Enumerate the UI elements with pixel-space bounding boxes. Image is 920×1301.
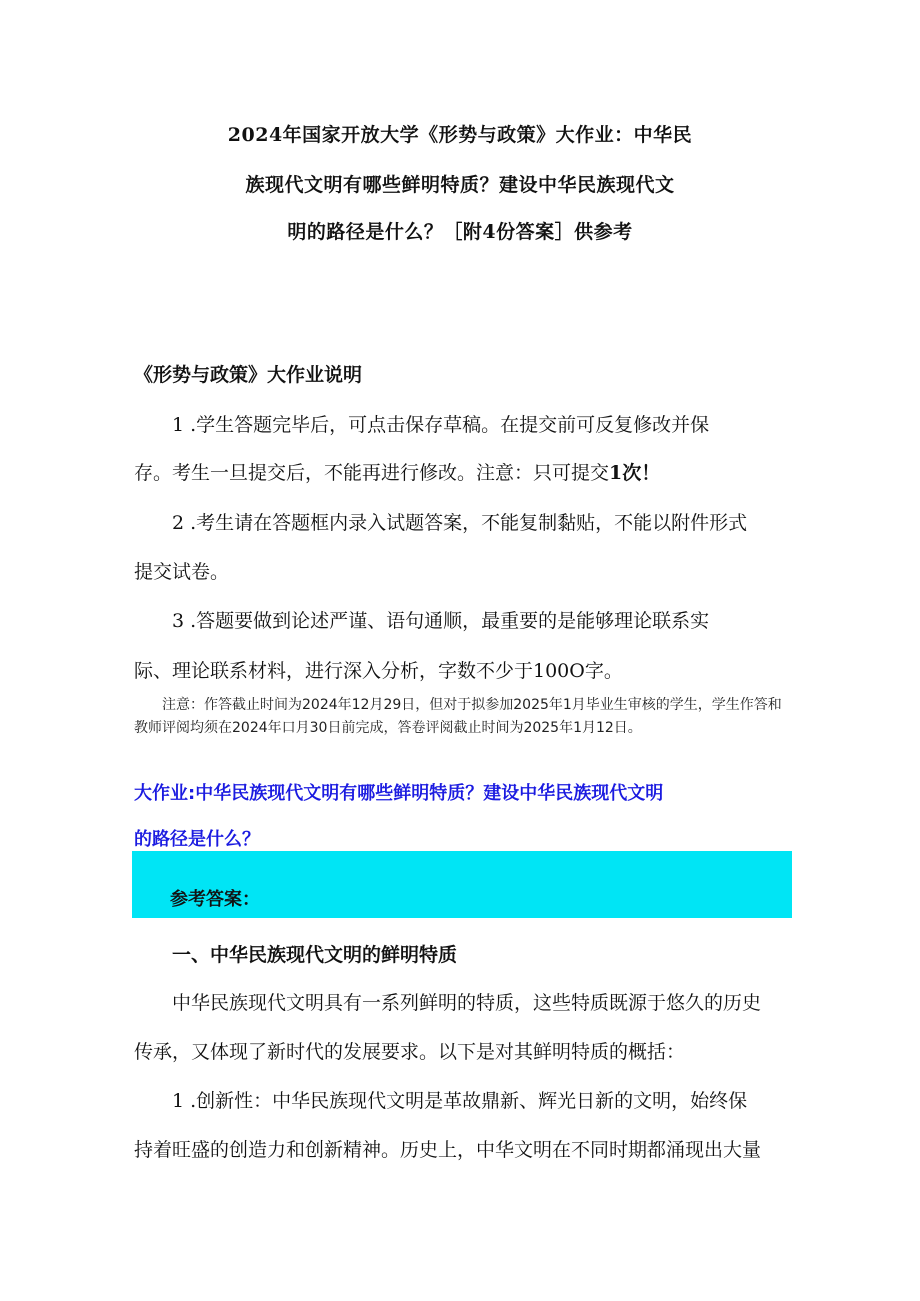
instruction-item-1-line-1: 1 .学生答题完毕后，可点击保存草稿。在提交前可反复修改并保: [172, 414, 710, 436]
document-title-line-2: 族现代文明有哪些鲜明特质？建设中华民族现代文: [245, 174, 675, 196]
submit-once-emphasis: 1次！: [609, 462, 661, 484]
answer-item-1-line-1: 1 .创新性：中华民族现代文明是革故鼎新、辉光日新的文明，始终保: [172, 1090, 748, 1112]
deadline-note: 注意：作答截止时间为2024年12月29日，但对于拟参加2025年1月毕业生审核的学生，学生作答和教师评阅均须在2024年口月30日前完成，答卷评阅截止时间为2025年1月12日。: [134, 697, 782, 736]
answer-item-1-line-2: 持着旺盛的创造力和创新精神。历史上，中华文明在不同时期都涌现出大量: [134, 1139, 762, 1161]
paragraph-1-line-2: 传承，又体现了新时代的发展要求。以下是对其鲜明特质的概括：: [134, 1041, 686, 1063]
answer-label-highlight: [132, 851, 792, 918]
instruction-item-2-line-2: 提交试卷。: [134, 561, 230, 583]
instruction-item-1-text: 存。考生一旦提交后，不能再进行修改。注意：只可提交: [134, 462, 610, 484]
document-title-line-1: 2024年国家开放大学《形势与政策》大作业：中华民: [227, 124, 693, 146]
assignment-question-line-2: 的路径是什么？: [134, 829, 260, 850]
instruction-item-3-line-2: 际、理论联系材料，进行深入分析，字数不少于100O字。: [134, 660, 623, 682]
instruction-item-3-line-1: 3 .答题要做到论述严谨、语句通顺，最重要的是能够理论联系实: [172, 610, 710, 632]
section-1-heading: 一、中华民族现代文明的鲜明特质: [172, 944, 458, 966]
answer-label: 参考答案：: [170, 889, 260, 910]
document-title-line-3: 明的路径是什么？［附4份答案］供参考: [287, 221, 633, 243]
assignment-question-line-1: 大作业:中华民族现代文明有哪些鲜明特质？建设中华民族现代文明: [134, 783, 664, 804]
paragraph-1-line-1: 中华民族现代文明具有一系列鲜明的特质，这些特质既源于悠久的历史: [172, 992, 762, 1014]
instructions-heading: 《形势与政策》大作业说明: [134, 364, 363, 386]
instruction-item-1-line-2: [134, 458, 660, 485]
instruction-item-2-line-1: 2 .考生请在答题框内录入试题答案，不能复制黏贴，不能以附件形式: [172, 512, 748, 534]
